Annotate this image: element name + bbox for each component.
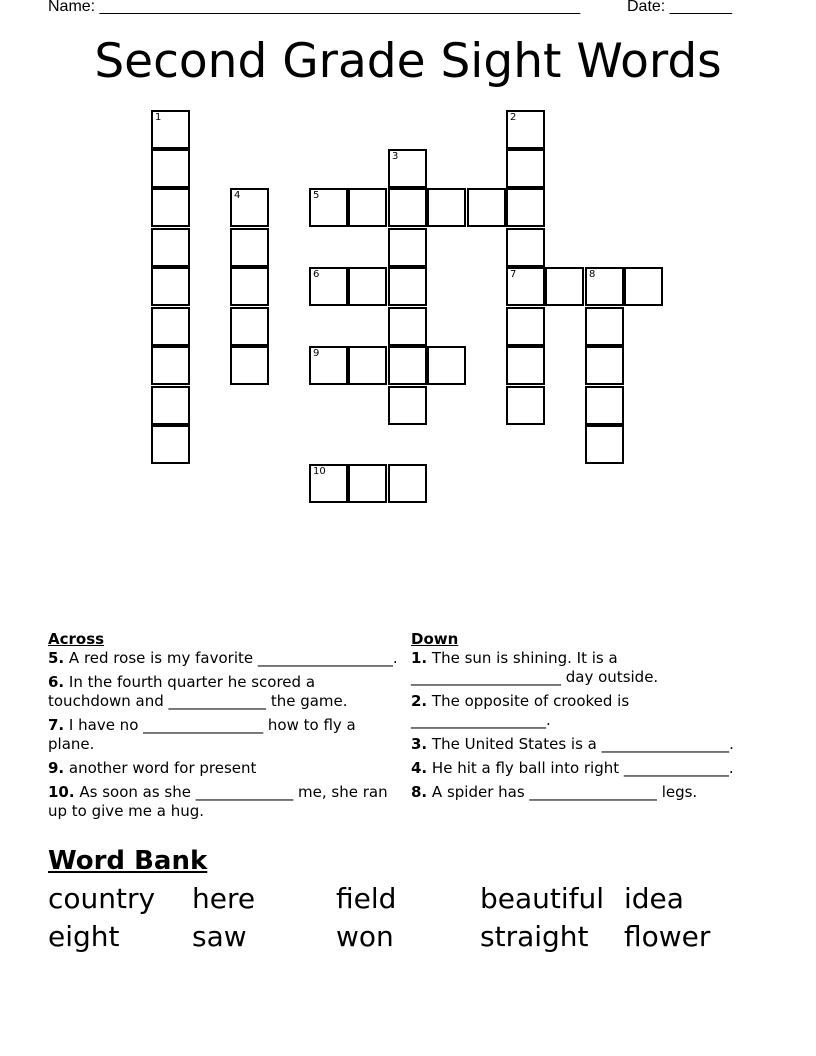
clue-number: 3: [392, 151, 399, 162]
grid-cell[interactable]: [309, 346, 348, 385]
clue-item: [411, 735, 761, 754]
down-clues: [411, 630, 761, 807]
word-bank-item: idea: [624, 882, 684, 915]
clue-item: [411, 649, 761, 687]
grid-cell[interactable]: [624, 267, 663, 306]
clue-text: The opposite of crooked is __________________.: [411, 692, 630, 729]
grid-cell[interactable]: [506, 346, 545, 385]
clue-number: 9: [313, 348, 320, 359]
clue-item: [48, 716, 398, 754]
clue-item: [48, 673, 398, 711]
grid-cell[interactable]: [309, 464, 348, 503]
clue-number-label: 8.: [411, 783, 428, 801]
word-bank-item: won: [336, 920, 394, 953]
grid-cell[interactable]: [348, 464, 387, 503]
clue-number: 7: [510, 269, 517, 280]
grid-cell[interactable]: [348, 267, 387, 306]
clue-text: The United States is a _________________.: [431, 735, 734, 753]
across-heading: Across: [48, 630, 105, 648]
clue-number-label: 10.: [48, 783, 75, 801]
date-field[interactable]: Date: _______: [627, 0, 732, 15]
clue-item: [48, 759, 398, 778]
clue-number: 10: [313, 466, 326, 477]
clue-text: another word for present: [68, 759, 257, 777]
clue-text: A spider has _________________ legs.: [431, 783, 698, 801]
across-clues: [48, 630, 398, 826]
grid-cell[interactable]: [151, 188, 190, 227]
clue-number: 5: [313, 190, 320, 201]
grid-cell[interactable]: [151, 267, 190, 306]
grid-cell[interactable]: [506, 188, 545, 227]
down-heading: Down: [411, 630, 459, 648]
crossword-grid: [0, 0, 816, 520]
clue-text: A red rose is my favorite __________________.: [68, 649, 398, 667]
grid-cell[interactable]: [545, 267, 584, 306]
grid-cell[interactable]: [506, 228, 545, 267]
clue-item: [411, 759, 761, 778]
page-title: Second Grade Sight Words: [94, 34, 722, 89]
clue-item: [411, 783, 761, 802]
clue-number-label: 3.: [411, 735, 428, 753]
grid-cell[interactable]: [230, 267, 269, 306]
clue-text: I have no ________________ how to fly a plane.: [48, 716, 356, 753]
clue-number-label: 4.: [411, 759, 428, 777]
word-bank-title: Word Bank: [48, 846, 208, 876]
word-bank-item: here: [192, 882, 256, 915]
grid-cell[interactable]: [151, 307, 190, 346]
clue-number-label: 9.: [48, 759, 65, 777]
grid-cell[interactable]: [585, 425, 624, 464]
grid-cell[interactable]: [585, 267, 624, 306]
clue-number: 8: [589, 269, 596, 280]
grid-cell[interactable]: [467, 188, 506, 227]
grid-cell[interactable]: [151, 149, 190, 188]
clue-number: 2: [510, 112, 517, 123]
clue-number-label: 7.: [48, 716, 65, 734]
clue-text: He hit a fly ball into right ______________.: [431, 759, 734, 777]
word-bank-item: beautiful: [480, 882, 605, 915]
word-bank-item: field: [336, 882, 397, 915]
grid-cell[interactable]: [151, 228, 190, 267]
grid-cell[interactable]: [388, 346, 427, 385]
clue-number: 6: [313, 269, 320, 280]
clue-number: 1: [155, 112, 162, 123]
clue-item: [411, 692, 761, 730]
grid-cell[interactable]: [506, 386, 545, 425]
clue-text: In the fourth quarter he scored a touchdown and _____________ the game.: [48, 673, 348, 710]
clue-item: [48, 783, 398, 821]
clue-number-label: 6.: [48, 673, 65, 691]
clue-text: As soon as she _____________ me, she ran up to give me a hug.: [48, 783, 388, 820]
grid-cell[interactable]: [348, 188, 387, 227]
grid-cell[interactable]: [230, 307, 269, 346]
name-field[interactable]: Name: ______________________________________________________: [48, 0, 581, 15]
grid-cell[interactable]: [506, 267, 545, 306]
grid-cell[interactable]: [585, 386, 624, 425]
grid-cell[interactable]: [309, 188, 348, 227]
grid-cell[interactable]: [151, 110, 190, 149]
grid-cell[interactable]: [151, 346, 190, 385]
grid-cell[interactable]: [388, 267, 427, 306]
clue-number-label: 5.: [48, 649, 65, 667]
clue-number-label: 1.: [411, 649, 428, 667]
grid-cell[interactable]: [506, 307, 545, 346]
grid-cell[interactable]: [388, 464, 427, 503]
grid-cell[interactable]: [348, 346, 387, 385]
grid-cell[interactable]: [427, 346, 466, 385]
grid-cell[interactable]: [506, 110, 545, 149]
word-bank-item: country: [48, 882, 156, 915]
grid-cell[interactable]: [151, 425, 190, 464]
clue-text: The sun is shining. It is a ____________________ day outside.: [411, 649, 659, 686]
grid-cell[interactable]: [151, 386, 190, 425]
grid-cell[interactable]: [427, 188, 466, 227]
word-bank-item: eight: [48, 920, 120, 953]
word-bank-item: saw: [192, 920, 247, 953]
grid-cell[interactable]: [506, 149, 545, 188]
grid-cell[interactable]: [388, 307, 427, 346]
grid-cell[interactable]: [388, 228, 427, 267]
grid-cell[interactable]: [585, 346, 624, 385]
grid-cell[interactable]: [230, 228, 269, 267]
grid-cell[interactable]: [230, 346, 269, 385]
grid-cell[interactable]: [388, 386, 427, 425]
clue-number-label: 2.: [411, 692, 428, 710]
clue-item: [48, 649, 398, 668]
clue-number: 4: [234, 190, 241, 201]
word-bank-item: flower: [624, 920, 711, 953]
grid-cell[interactable]: [230, 188, 269, 227]
grid-cell[interactable]: [388, 188, 427, 227]
word-bank-item: straight: [480, 920, 589, 953]
grid-cell[interactable]: [585, 307, 624, 346]
grid-cell[interactable]: [388, 149, 427, 188]
grid-cell[interactable]: [309, 267, 348, 306]
